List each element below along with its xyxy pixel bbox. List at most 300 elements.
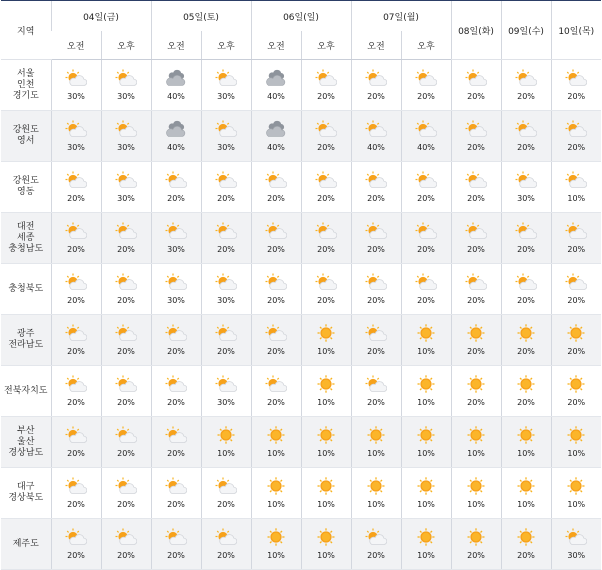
precip-probability: 20% [117, 245, 135, 254]
forecast-cell [251, 417, 301, 468]
forecast-cell [251, 213, 301, 264]
day-header-5: 08일(화) [451, 1, 501, 60]
table-row [1, 264, 601, 315]
precip-probability: 10% [317, 551, 335, 560]
region-name-line: 강원도 [12, 125, 39, 135]
precip-probability: 20% [367, 245, 385, 254]
cloudy-icon [165, 120, 187, 138]
forecast-cell [251, 162, 301, 213]
forecast-cell [501, 366, 551, 417]
day-header-3: 06일(일) [251, 1, 351, 32]
precip-probability: 20% [417, 296, 435, 305]
precip-probability: 20% [567, 92, 586, 101]
precip-probability: 20% [117, 347, 135, 356]
forecast-cell [301, 315, 351, 366]
partly-cloudy-icon [315, 171, 337, 189]
partly-cloudy-icon [265, 222, 287, 240]
precip-probability: 30% [117, 194, 135, 203]
table-row [1, 111, 601, 162]
partly-cloudy-icon [165, 528, 187, 546]
partly-cloudy-icon [515, 120, 537, 138]
forecast-cell [201, 417, 251, 468]
region-name-line: 경기도 [12, 90, 39, 101]
forecast-cell [451, 60, 501, 111]
partly-cloudy-icon [565, 222, 587, 240]
partly-cloudy-icon [565, 120, 587, 138]
sunny-icon [465, 324, 487, 342]
precip-probability: 20% [317, 296, 335, 305]
forecast-cell [501, 111, 551, 162]
precip-probability: 30% [217, 296, 235, 305]
day-header-7: 10일(목) [551, 1, 601, 60]
sunny-icon [465, 426, 487, 444]
forecast-cell [351, 519, 401, 570]
region-name [1, 366, 51, 417]
forecast-cell [351, 417, 401, 468]
precip-probability: 20% [67, 449, 85, 458]
table-row [1, 366, 601, 417]
sunny-icon [315, 324, 337, 342]
precip-probability: 20% [67, 398, 85, 407]
sunny-icon [515, 477, 537, 495]
pm-header: 오후 [101, 31, 151, 60]
forecast-cell [151, 315, 201, 366]
partly-cloudy-icon [65, 528, 87, 546]
forecast-cell [451, 213, 501, 264]
sunny-icon [565, 426, 587, 444]
precip-probability: 10% [517, 500, 535, 509]
sunny-icon [315, 477, 337, 495]
partly-cloudy-icon [265, 324, 287, 342]
partly-cloudy-icon [415, 171, 437, 189]
partly-cloudy-icon [65, 171, 87, 189]
forecast-cell [151, 417, 201, 468]
forecast-cell [351, 468, 401, 519]
precip-probability: 20% [267, 245, 285, 254]
precip-probability: 20% [467, 551, 485, 560]
forecast-cell [201, 519, 251, 570]
forecast-cell [351, 264, 401, 315]
forecast-cell [551, 213, 601, 264]
precip-probability: 20% [367, 398, 385, 407]
sunny-icon [365, 426, 387, 444]
precip-probability: 30% [117, 92, 135, 101]
precip-probability: 10% [267, 449, 285, 458]
precip-probability: 20% [517, 347, 535, 356]
partly-cloudy-icon [115, 273, 137, 291]
forecast-cell [101, 111, 151, 162]
forecast-cell [401, 519, 451, 570]
forecast-cell [401, 162, 451, 213]
region-name-line: 영서 [17, 136, 35, 146]
precip-probability: 20% [467, 296, 485, 305]
precip-probability: 20% [117, 500, 135, 509]
region-name-line: 경상남도 [8, 447, 44, 458]
precip-probability: 20% [467, 347, 485, 356]
partly-cloudy-icon [315, 69, 337, 87]
precip-probability: 20% [517, 296, 535, 305]
partly-cloudy-icon [265, 171, 287, 189]
forecast-cell [251, 519, 301, 570]
partly-cloudy-icon [115, 375, 137, 393]
region-name-line: 충청남도 [8, 243, 44, 254]
region-name-line: 전라남도 [8, 340, 44, 350]
sunny-icon [265, 528, 287, 546]
forecast-cell [301, 264, 351, 315]
region-name-line: 영동 [17, 187, 35, 197]
precip-probability: 20% [567, 245, 586, 254]
forecast-cell [101, 519, 151, 570]
forecast-cell [551, 366, 601, 417]
forecast-cell [451, 468, 501, 519]
forecast-cell [501, 417, 551, 468]
partly-cloudy-icon [65, 324, 87, 342]
forecast-cell [551, 162, 601, 213]
partly-cloudy-icon [65, 426, 87, 444]
forecast-cell [501, 315, 551, 366]
precip-probability: 20% [67, 347, 85, 356]
precip-probability: 20% [267, 398, 285, 407]
day-header-1: 04일(금) [51, 1, 151, 32]
sunny-icon [515, 528, 537, 546]
forecast-cell [351, 111, 401, 162]
sunny-icon [365, 477, 387, 495]
forecast-cell [51, 162, 101, 213]
precip-probability: 20% [467, 194, 485, 203]
forecast-cell [401, 264, 451, 315]
precip-probability: 10% [317, 500, 335, 509]
precip-probability: 20% [67, 500, 85, 509]
region-name-line: 대전 [17, 221, 35, 232]
table-row [1, 60, 601, 111]
sunny-icon [515, 324, 537, 342]
precip-probability: 20% [317, 194, 335, 203]
precip-probability: 10% [567, 500, 586, 509]
forecast-cell [101, 366, 151, 417]
precip-probability: 20% [467, 398, 485, 407]
sunny-icon [265, 426, 287, 444]
sunny-icon [315, 528, 337, 546]
precip-probability: 20% [367, 551, 385, 560]
forecast-cell [201, 162, 251, 213]
precip-probability: 10% [367, 449, 385, 458]
precip-probability: 20% [167, 449, 185, 458]
forecast-cell [301, 417, 351, 468]
region-name-line: 울산 [17, 436, 35, 447]
forecast-cell [101, 162, 151, 213]
region-name [1, 468, 51, 519]
forecast-cell [51, 264, 101, 315]
forecast-cell [301, 468, 351, 519]
table-row [1, 519, 601, 570]
partly-cloudy-icon [165, 477, 187, 495]
partly-cloudy-icon [515, 69, 537, 87]
partly-cloudy-icon [415, 120, 437, 138]
forecast-cell [101, 417, 151, 468]
partly-cloudy-icon [365, 222, 387, 240]
forecast-cell [451, 417, 501, 468]
partly-cloudy-icon [115, 477, 137, 495]
partly-cloudy-icon [565, 69, 587, 87]
region-name-line: 충청북도 [8, 283, 44, 294]
precip-probability: 10% [317, 449, 335, 458]
partly-cloudy-icon [465, 171, 487, 189]
forecast-cell [51, 111, 101, 162]
partly-cloudy-icon [415, 222, 437, 240]
partly-cloudy-icon [365, 171, 387, 189]
precip-probability: 20% [67, 296, 85, 305]
forecast-cell [351, 366, 401, 417]
forecast-cell [251, 468, 301, 519]
forecast-cell [451, 264, 501, 315]
partly-cloudy-icon [265, 375, 287, 393]
forecast-cell [51, 519, 101, 570]
cloudy-icon [265, 69, 287, 87]
forecast-cell [301, 366, 351, 417]
partly-cloudy-icon [365, 69, 387, 87]
pm-header: 오후 [201, 31, 251, 60]
forecast-cell [51, 468, 101, 519]
forecast-cell [151, 60, 201, 111]
forecast-cell [201, 60, 251, 111]
partly-cloudy-icon [165, 273, 187, 291]
pm-header: 오후 [401, 31, 451, 60]
precip-probability: 20% [267, 296, 285, 305]
table-row [1, 315, 601, 366]
forecast-cell [101, 315, 151, 366]
precip-probability: 10% [417, 398, 435, 407]
day-header-4: 07일(월) [351, 1, 451, 32]
am-header: 오전 [151, 31, 201, 60]
precip-probability: 30% [67, 143, 85, 152]
forecast-cell [101, 60, 151, 111]
precip-probability: 20% [517, 92, 535, 101]
precip-probability: 20% [567, 143, 586, 152]
precip-probability: 20% [367, 347, 385, 356]
partly-cloudy-icon [115, 222, 137, 240]
forecast-cell [401, 468, 451, 519]
forecast-cell [501, 162, 551, 213]
region-name-line: 제주도 [12, 538, 39, 549]
partly-cloudy-icon [365, 324, 387, 342]
forecast-cell [501, 213, 551, 264]
region-name [1, 264, 51, 315]
precip-probability: 20% [567, 398, 586, 407]
precip-probability: 10% [417, 347, 435, 356]
region-name-line: 전북자치도 [4, 385, 48, 396]
forecast-cell [401, 213, 451, 264]
region-name [1, 60, 51, 111]
sunny-icon [415, 426, 437, 444]
forecast-cell [451, 519, 501, 570]
precip-probability: 20% [467, 245, 485, 254]
precip-probability: 10% [517, 449, 535, 458]
forecast-cell [251, 366, 301, 417]
precip-probability: 20% [317, 143, 335, 152]
partly-cloudy-icon [215, 171, 237, 189]
precip-probability: 30% [167, 296, 185, 305]
partly-cloudy-icon [65, 273, 87, 291]
precip-probability: 30% [567, 551, 586, 560]
partly-cloudy-icon [465, 273, 487, 291]
partly-cloudy-icon [215, 273, 237, 291]
partly-cloudy-icon [215, 528, 237, 546]
precip-probability: 20% [167, 347, 185, 356]
forecast-cell [401, 315, 451, 366]
forecast-cell [501, 468, 551, 519]
forecast-cell [401, 417, 451, 468]
partly-cloudy-icon [365, 273, 387, 291]
forecast-cell [101, 264, 151, 315]
table-row [1, 162, 601, 213]
forecast-cell [201, 213, 251, 264]
forecast-cell [301, 519, 351, 570]
partly-cloudy-icon [65, 477, 87, 495]
precip-probability: 40% [367, 143, 385, 152]
precip-probability: 40% [167, 92, 185, 101]
partly-cloudy-icon [215, 375, 237, 393]
forecast-cell [51, 213, 101, 264]
precip-probability: 10% [317, 398, 335, 407]
forecast-cell [451, 111, 501, 162]
region-name-line: 인천 [17, 79, 35, 90]
partly-cloudy-icon [565, 528, 587, 546]
partly-cloudy-icon [115, 324, 137, 342]
forecast-cell [151, 111, 201, 162]
sunny-icon [565, 477, 587, 495]
region-name [1, 213, 51, 264]
day-header-2: 05일(토) [151, 1, 251, 32]
precip-probability: 20% [317, 92, 335, 101]
precip-probability: 20% [67, 551, 85, 560]
precip-probability: 20% [167, 398, 185, 407]
forecast-cell [151, 519, 201, 570]
forecast-cell [151, 162, 201, 213]
precip-probability: 20% [167, 194, 185, 203]
precip-probability: 30% [117, 143, 135, 152]
sunny-icon [415, 477, 437, 495]
precip-probability: 20% [517, 398, 535, 407]
precip-probability: 20% [367, 194, 385, 203]
region-name-line: 경상북도 [8, 493, 44, 503]
forecast-cell [251, 111, 301, 162]
forecast-cell [501, 264, 551, 315]
am-header: 오전 [51, 31, 101, 60]
precip-probability: 20% [517, 245, 535, 254]
partly-cloudy-icon [115, 171, 137, 189]
forecast-cell [51, 366, 101, 417]
forecast-cell [551, 111, 601, 162]
table-row [1, 417, 601, 468]
precip-probability: 20% [567, 347, 586, 356]
precip-probability: 20% [417, 245, 435, 254]
precip-probability: 10% [467, 449, 485, 458]
partly-cloudy-icon [365, 528, 387, 546]
forecast-cell [451, 366, 501, 417]
forecast-cell [551, 264, 601, 315]
forecast-cell [451, 315, 501, 366]
precip-probability: 20% [67, 245, 85, 254]
forecast-cell [51, 315, 101, 366]
partly-cloudy-icon [565, 273, 587, 291]
table-row [1, 213, 601, 264]
forecast-cell [401, 60, 451, 111]
sunny-icon [415, 375, 437, 393]
precip-probability: 20% [267, 194, 285, 203]
precip-probability: 20% [317, 245, 335, 254]
partly-cloudy-icon [115, 69, 137, 87]
precip-probability: 20% [467, 143, 485, 152]
forecast-cell [351, 315, 401, 366]
region-name-line: 대구 [17, 482, 35, 492]
forecast-cell [351, 162, 401, 213]
am-header: 오전 [251, 31, 301, 60]
forecast-cell [201, 111, 251, 162]
forecast-cell [501, 60, 551, 111]
am-header: 오전 [351, 31, 401, 60]
partly-cloudy-icon [65, 222, 87, 240]
precip-probability: 20% [217, 245, 235, 254]
partly-cloudy-icon [415, 69, 437, 87]
precip-probability: 30% [167, 245, 185, 254]
precip-probability: 40% [267, 143, 285, 152]
partly-cloudy-icon [115, 528, 137, 546]
region-name-line: 광주 [17, 329, 35, 339]
sunny-icon [415, 528, 437, 546]
forecast-cell [551, 519, 601, 570]
partly-cloudy-icon [215, 120, 237, 138]
forecast-cell [351, 213, 401, 264]
precip-probability: 20% [217, 194, 235, 203]
precip-probability: 20% [67, 194, 85, 203]
partly-cloudy-icon [165, 222, 187, 240]
forecast-cell [201, 468, 251, 519]
precip-probability: 30% [67, 92, 85, 101]
precip-probability: 10% [417, 500, 435, 509]
region-header: 지역 [1, 1, 51, 60]
precip-probability: 20% [167, 500, 185, 509]
forecast-cell [301, 162, 351, 213]
precip-probability: 20% [517, 551, 535, 560]
forecast-cell [451, 162, 501, 213]
sunny-icon [315, 375, 337, 393]
precip-probability: 10% [417, 551, 435, 560]
precip-probability: 30% [217, 398, 235, 407]
precip-probability: 30% [217, 143, 235, 152]
precip-probability: 20% [117, 398, 135, 407]
partly-cloudy-icon [515, 171, 537, 189]
partly-cloudy-icon [515, 273, 537, 291]
forecast-cell [251, 315, 301, 366]
forecast-cell [301, 60, 351, 111]
cloudy-icon [265, 120, 287, 138]
precip-probability: 20% [567, 296, 586, 305]
forecast-cell [101, 213, 151, 264]
forecast-cell [251, 60, 301, 111]
precip-probability: 10% [417, 449, 435, 458]
precip-probability: 20% [467, 92, 485, 101]
precip-probability: 20% [217, 500, 235, 509]
forecast-cell [151, 366, 201, 417]
precip-probability: 10% [317, 347, 335, 356]
sunny-icon [515, 375, 537, 393]
partly-cloudy-icon [215, 69, 237, 87]
precip-probability: 20% [517, 143, 535, 152]
precip-probability: 20% [367, 296, 385, 305]
partly-cloudy-icon [315, 222, 337, 240]
forecast-cell [201, 315, 251, 366]
partly-cloudy-icon [165, 375, 187, 393]
